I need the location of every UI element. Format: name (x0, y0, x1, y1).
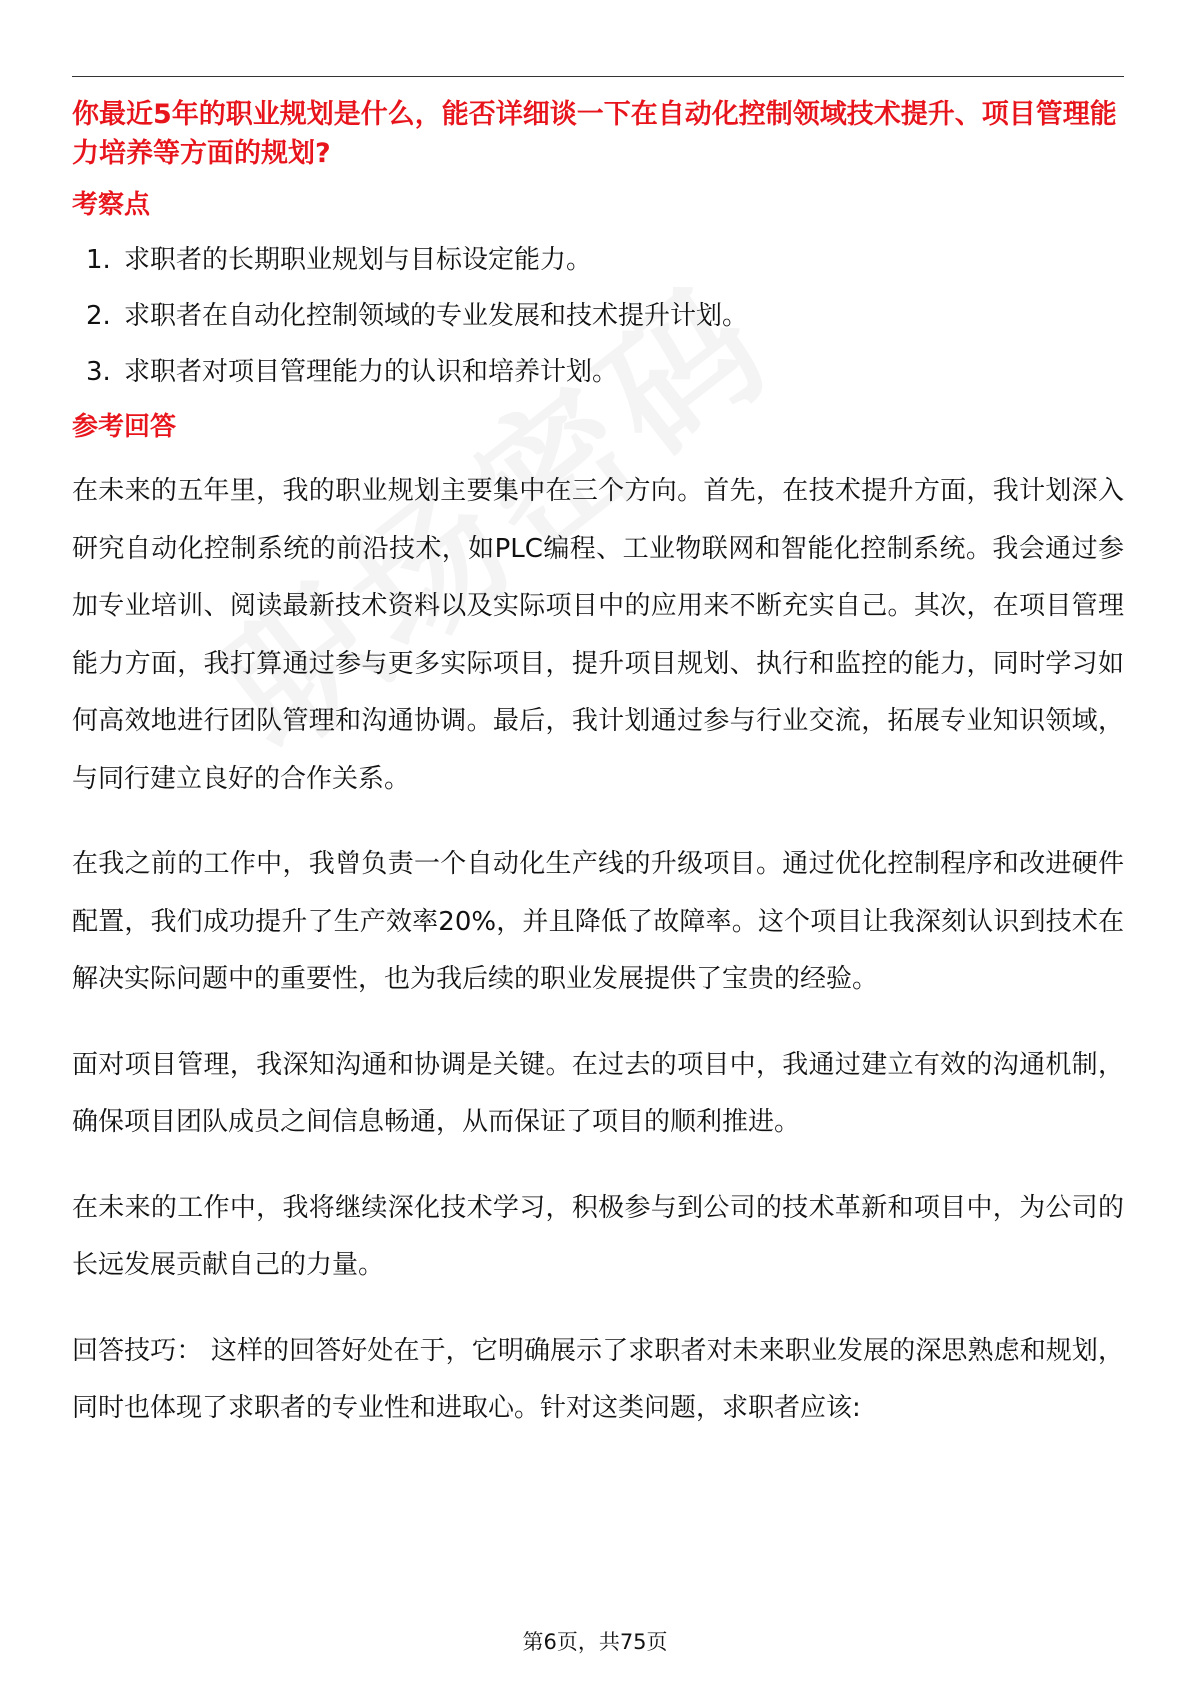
answer-paragraph: 在我之前的工作中，我曾负责一个自动化生产线的升级项目。通过优化控制程序和改进硬件配置，我们成功提升了生产效率20%，并且降低了故障率。这个项目让我深刻认识到技术在解决实际问题中的重要性，也为我后续的职业发展提供了宝贵的经验。 (72, 849, 1124, 994)
list-item (72, 297, 1124, 335)
document-page (72, 76, 1124, 1438)
list-item (72, 241, 1124, 279)
assessment-heading: 考察点 (72, 190, 151, 220)
assessment-list (72, 241, 1124, 391)
answer-tips-paragraph: 回答技巧： 这样的回答好处在于，它明确展示了求职者对未来职业发展的深思熟虑和规划，同时也体现了求职者的专业性和进取心。针对这类问题，求职者应该: (72, 1335, 1124, 1423)
page-number: 第6页，共75页 (522, 1630, 668, 1654)
answer-paragraph: 面对项目管理，我深知沟通和协调是关键。在过去的项目中，我通过建立有效的沟通机制，确保项目团队成员之间信息畅通，从而保证了项目的顺利推进。 (72, 1049, 1124, 1137)
question-title: 你最近5年的职业规划是什么，能否详细谈一下在自动化控制领域技术提升、项目管理能力培养等方面的规划? (72, 99, 1117, 169)
list-text: 求职者的长期职业规划与目标设定能力。 (124, 245, 593, 275)
list-text: 求职者对项目管理能力的认识和培养计划。 (124, 357, 619, 387)
answer-paragraph: 在未来的五年里，我的职业规划主要集中在三个方向。首先，在技术提升方面，我计划深入研究自动化控制系统的前沿技术，如PLC编程、工业物联网和智能化控制系统。我会通过参加专业培训、阅读最新技术资料以及实际项目中的应用来不断充实自己。其次，在项目管理能力方面，我打算通过参与更多实际项目，提升项目规划、执行和监控的能力，同时学习如何高效地进行团队管理和沟通协调。最后，我计划通过参与行业交流，拓展专业知识领域，与同行建立良好的合作关系。 (72, 476, 1124, 794)
list-number: 2. (86, 301, 111, 331)
list-number: 3. (86, 357, 111, 387)
top-divider (72, 76, 1124, 77)
list-item (72, 353, 1124, 391)
list-number: 1. (86, 245, 111, 275)
answer-heading: 参考回答 (72, 412, 177, 442)
answer-paragraph: 在未来的工作中，我将继续深化技术学习，积极参与到公司的技术革新和项目中，为公司的长远发展贡献自己的力量。 (72, 1192, 1124, 1280)
list-text: 求职者在自动化控制领域的专业发展和技术提升计划。 (124, 301, 749, 331)
